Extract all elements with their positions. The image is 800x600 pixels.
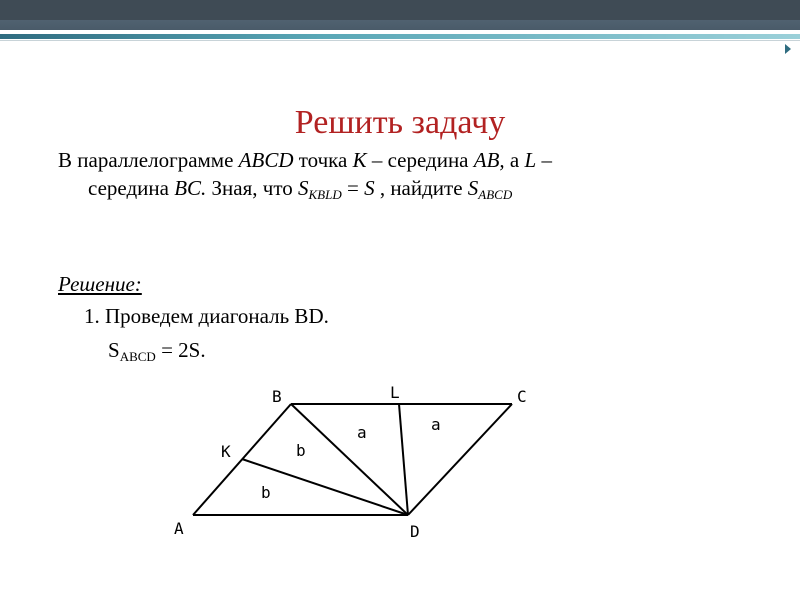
vertex-label-a: A <box>174 519 184 538</box>
diagonal-bd <box>291 404 408 515</box>
text-segment: ABCD <box>119 349 156 364</box>
solution-step-1: 1. Проведем диагональ BD. <box>84 304 329 328</box>
text-segment: L <box>524 148 537 172</box>
vertex-label-b: B <box>272 387 282 406</box>
region-label-a-right: a <box>431 415 441 434</box>
text-segment: = 2S. <box>155 338 206 362</box>
vertex-label-d: D <box>410 522 420 541</box>
text-segment: середина <box>88 176 175 200</box>
text-segment: ABCD <box>478 187 513 202</box>
text-segment: – <box>536 148 552 172</box>
text-segment: – середина <box>366 148 474 172</box>
text-segment: = <box>341 176 365 200</box>
text-segment: S <box>108 338 120 362</box>
text-segment: В параллелограмме <box>58 148 239 172</box>
vertex-label-l: L <box>390 383 400 402</box>
text-segment: KBLD <box>308 187 342 202</box>
side-cd <box>408 404 512 515</box>
slide-title: Решить задачу <box>294 104 506 141</box>
solution-heading: Решение: <box>58 272 142 296</box>
text-segment: AB, <box>473 148 505 172</box>
text-segment: S <box>467 176 479 200</box>
text-segment: К <box>352 148 367 172</box>
text-segment: , найдите <box>374 176 468 200</box>
text-segment: точка <box>293 148 353 172</box>
region-label-b-upper: b <box>296 441 306 460</box>
text-segment: а <box>504 148 525 172</box>
region-label-b-lower: b <box>261 483 271 502</box>
region-label-a-left: a <box>357 423 367 442</box>
vertex-label-c: C <box>517 387 527 406</box>
text-segment: ABCD <box>238 148 294 172</box>
segment-ld <box>399 404 408 515</box>
text-segment: S <box>364 176 375 200</box>
text-segment: Зная, что <box>206 176 298 200</box>
text-segment: BC. <box>174 176 207 200</box>
text-segment: S <box>297 176 309 200</box>
vertex-label-k: K <box>221 442 231 461</box>
